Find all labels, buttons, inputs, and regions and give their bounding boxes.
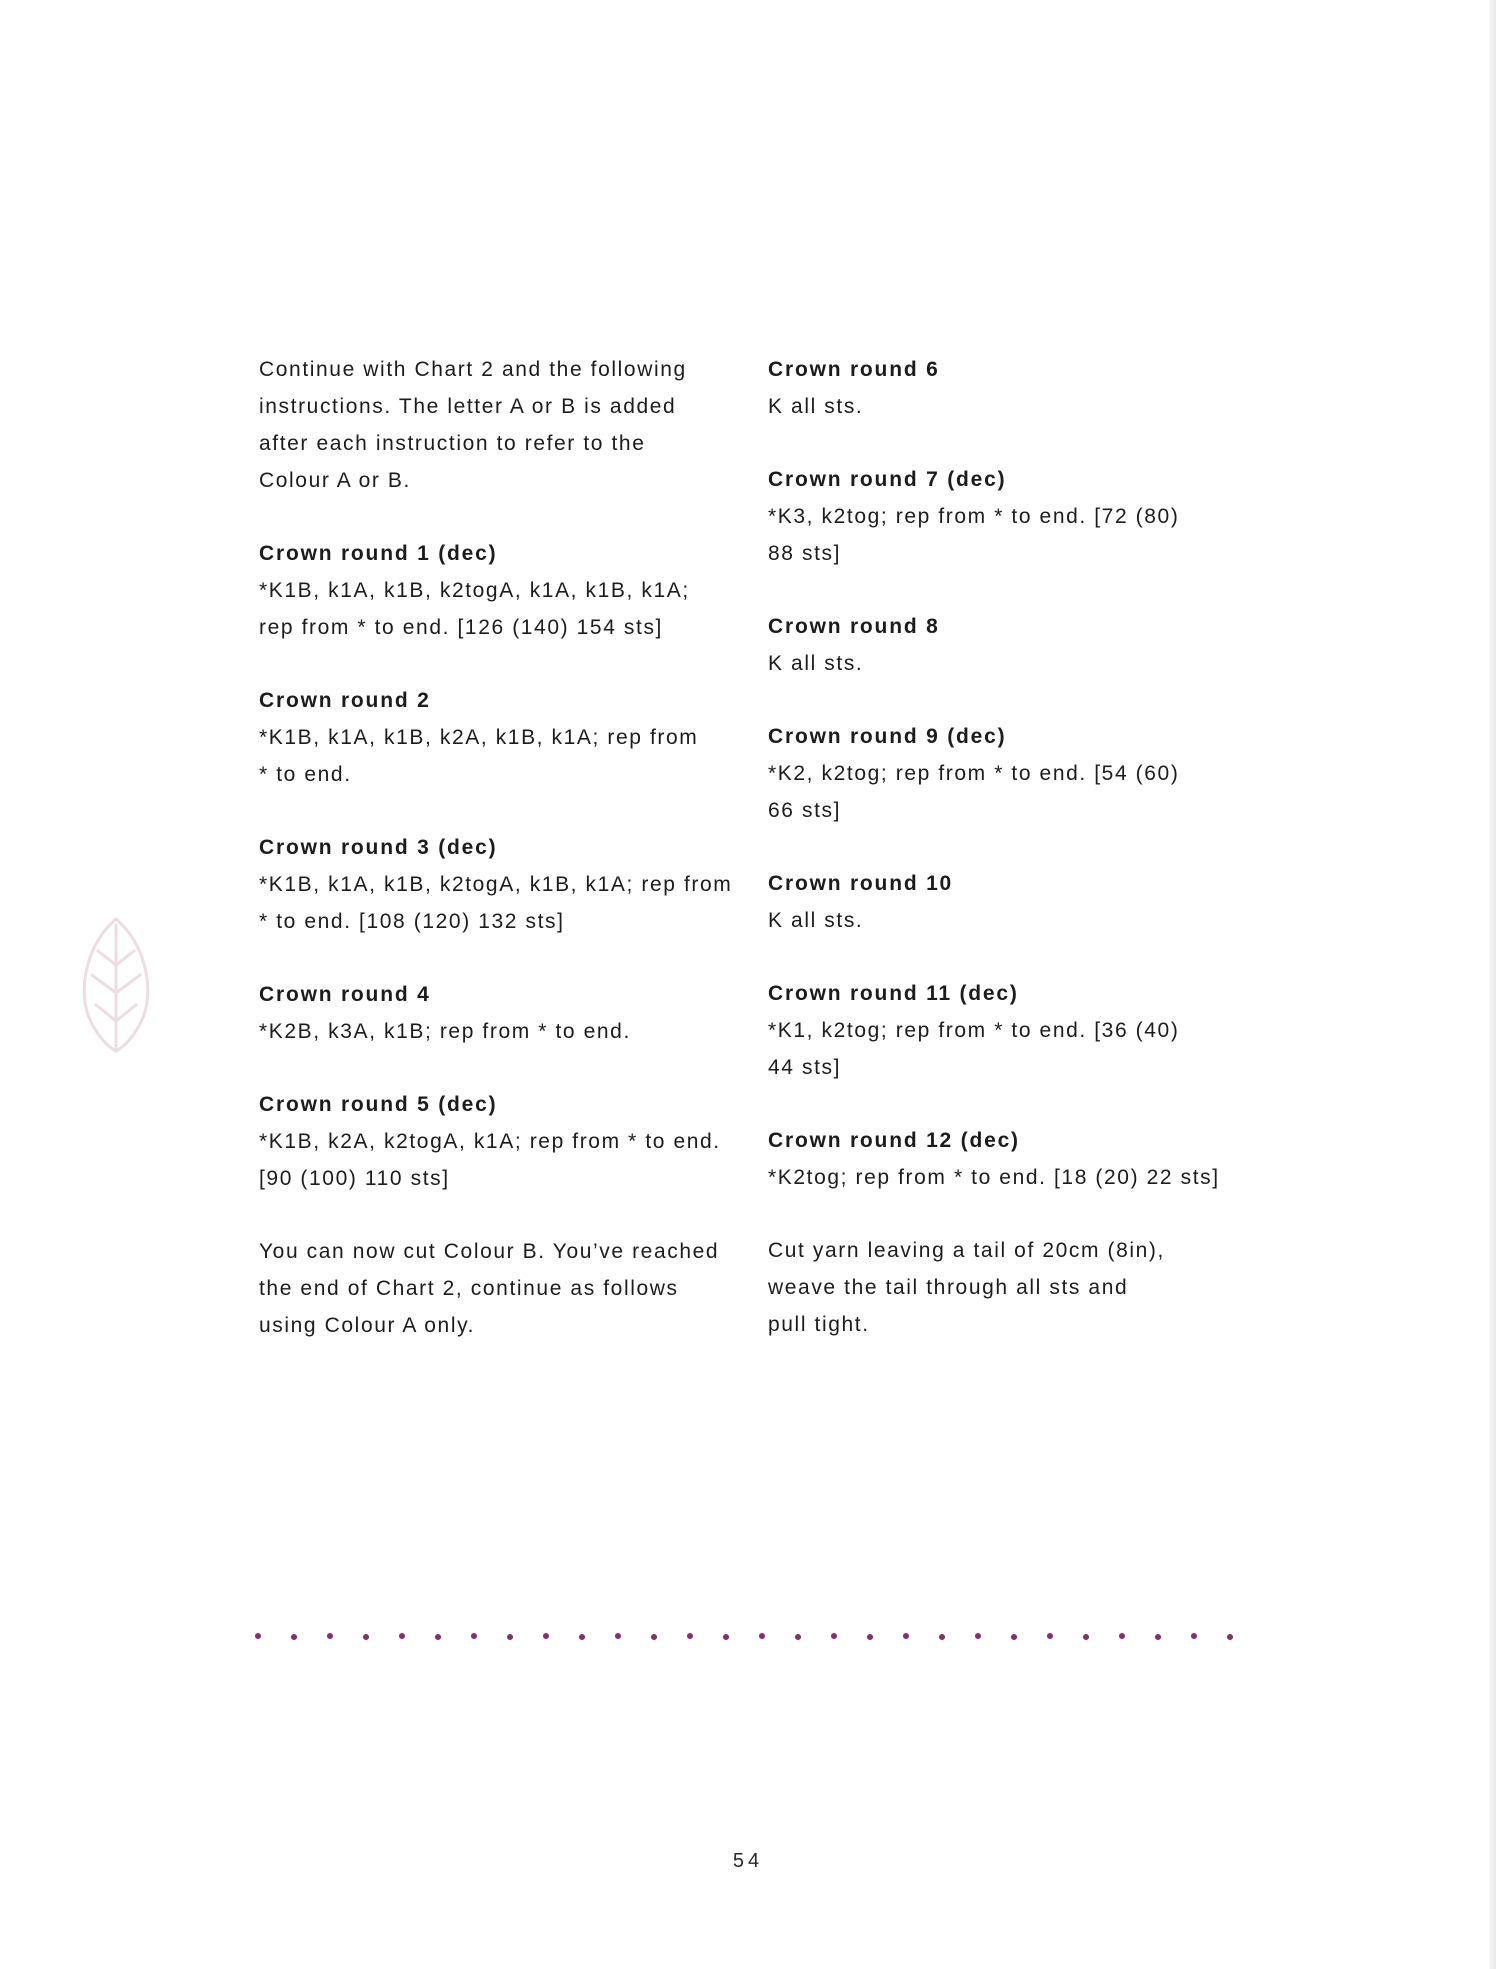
crown-round-9: [768, 718, 1220, 829]
round-instruction: 66 sts]: [768, 799, 842, 822]
divider-dot: [435, 1634, 441, 1640]
closing-paragraph: [259, 1233, 732, 1344]
divider-dot: [543, 1633, 549, 1639]
divider-dot: [255, 1633, 261, 1639]
crown-round-6: [768, 351, 1220, 425]
round-instruction: 44 sts]: [768, 1056, 842, 1079]
round-instruction: * to end.: [259, 763, 352, 786]
closing-line: pull tight.: [768, 1313, 870, 1336]
divider-dot: [687, 1633, 693, 1639]
divider-dot: [831, 1633, 837, 1639]
divider-dot: [507, 1634, 513, 1640]
round-heading: Crown round 5 (dec): [259, 1093, 498, 1116]
divider-dot: [1155, 1634, 1161, 1640]
closing-line: using Colour A only.: [259, 1314, 476, 1337]
divider-dot: [903, 1633, 909, 1639]
round-heading: Crown round 8: [768, 615, 940, 638]
round-heading: Crown round 1 (dec): [259, 542, 498, 565]
round-instruction: [90 (100) 110 sts]: [259, 1167, 450, 1190]
divider-dot: [1011, 1634, 1017, 1640]
round-heading: Crown round 11 (dec): [768, 982, 1019, 1005]
divider-dot: [399, 1633, 405, 1639]
round-instruction: *K1B, k2A, k2togA, k1A; rep from * to end.: [259, 1130, 721, 1153]
round-instruction: *K1, k2tog; rep from * to end. [36 (40): [768, 1019, 1180, 1042]
page-edge-strip: [1489, 0, 1496, 1969]
intro-paragraph: [259, 351, 732, 499]
divider-dot: [795, 1634, 801, 1640]
divider-dot: [1191, 1633, 1197, 1639]
crown-round-11: [768, 975, 1220, 1086]
divider-dot: [867, 1634, 873, 1640]
crown-round-4: [259, 976, 732, 1050]
round-instruction: K all sts.: [768, 652, 864, 675]
divider-dot: [327, 1633, 333, 1639]
crown-round-5: [259, 1086, 732, 1197]
right-column: [768, 351, 1220, 1379]
round-instruction: *K1B, k1A, k1B, k2A, k1B, k1A; rep from: [259, 726, 699, 749]
divider-dot: [1047, 1633, 1053, 1639]
crown-round-3: [259, 829, 732, 940]
page-number: 54: [732, 1850, 764, 1872]
crown-round-7: [768, 461, 1220, 572]
leaf-icon: [76, 915, 156, 1055]
dotted-divider: [255, 1627, 1255, 1647]
intro-line: instructions. The letter A or B is added: [259, 395, 677, 418]
divider-dot: [1227, 1634, 1233, 1640]
divider-dot: [723, 1634, 729, 1640]
round-instruction: * to end. [108 (120) 132 sts]: [259, 910, 565, 933]
round-instruction: K all sts.: [768, 909, 864, 932]
round-heading: Crown round 10: [768, 872, 954, 895]
divider-dot: [1119, 1633, 1125, 1639]
divider-dot: [759, 1633, 765, 1639]
closing-line: Cut yarn leaving a tail of 20cm (8in),: [768, 1239, 1165, 1262]
finishing-paragraph: [768, 1232, 1220, 1343]
round-instruction: K all sts.: [768, 395, 864, 418]
round-instruction: *K1B, k1A, k1B, k2togA, k1B, k1A; rep from: [259, 873, 733, 896]
crown-round-8: [768, 608, 1220, 682]
round-heading: Crown round 6: [768, 358, 940, 381]
intro-line: Continue with Chart 2 and the following: [259, 358, 687, 381]
closing-line: weave the tail through all sts and: [768, 1276, 1129, 1299]
divider-dot: [1083, 1634, 1089, 1640]
intro-line: Colour A or B.: [259, 469, 411, 492]
divider-dot: [363, 1634, 369, 1640]
round-instruction: *K2, k2tog; rep from * to end. [54 (60): [768, 762, 1180, 785]
round-heading: Crown round 12 (dec): [768, 1129, 1020, 1152]
divider-dot: [651, 1634, 657, 1640]
closing-line: You can now cut Colour B. You’ve reached: [259, 1240, 720, 1263]
divider-dot: [579, 1634, 585, 1640]
round-instruction: rep from * to end. [126 (140) 154 sts]: [259, 616, 663, 639]
round-instruction: 88 sts]: [768, 542, 842, 565]
round-heading: Crown round 3 (dec): [259, 836, 498, 859]
divider-dot: [291, 1634, 297, 1640]
round-instruction: *K1B, k1A, k1B, k2togA, k1A, k1B, k1A;: [259, 579, 690, 602]
crown-round-12: [768, 1122, 1220, 1196]
closing-line: the end of Chart 2, continue as follows: [259, 1277, 679, 1300]
crown-round-10: [768, 865, 1220, 939]
divider-dot: [975, 1633, 981, 1639]
intro-line: after each instruction to refer to the: [259, 432, 646, 455]
round-heading: Crown round 7 (dec): [768, 468, 1007, 491]
round-heading: Crown round 9 (dec): [768, 725, 1007, 748]
left-column: [259, 351, 732, 1380]
crown-round-1: [259, 535, 732, 646]
crown-round-2: [259, 682, 732, 793]
round-heading: Crown round 4: [259, 983, 431, 1006]
round-heading: Crown round 2: [259, 689, 431, 712]
round-instruction: *K2B, k3A, k1B; rep from * to end.: [259, 1020, 631, 1043]
divider-dot: [615, 1633, 621, 1639]
round-instruction: *K3, k2tog; rep from * to end. [72 (80): [768, 505, 1180, 528]
round-instruction: *K2tog; rep from * to end. [18 (20) 22 sts]: [768, 1166, 1220, 1189]
divider-dot: [471, 1633, 477, 1639]
divider-dot: [939, 1634, 945, 1640]
